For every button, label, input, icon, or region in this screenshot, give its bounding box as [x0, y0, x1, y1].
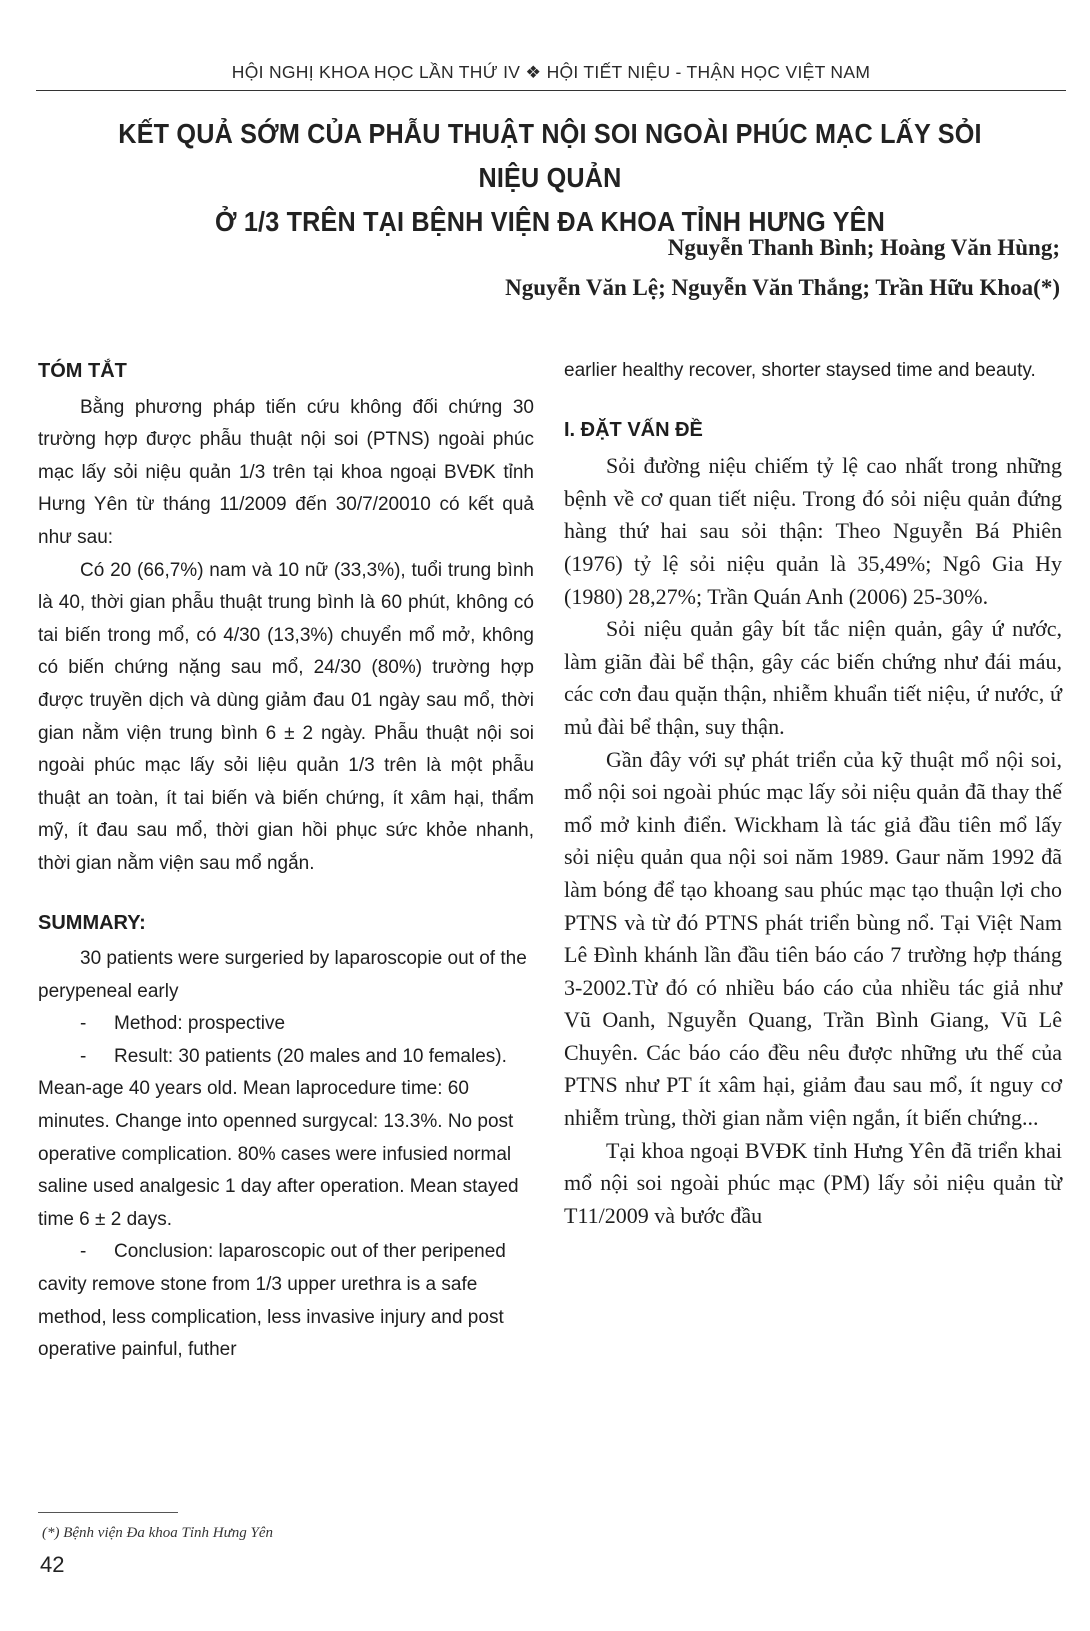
page-number: 42: [40, 1552, 65, 1577]
summary-method: - Method: prospective: [80, 1013, 286, 1035]
section-1-paragraph-3: Gần đây với sự phát triển của kỹ thuật mổ nội soi, mổ nội soi ngoài phúc mạc lấy sỏi niệu quản đã thay thế mổ mở kinh điển. Wickham là tác giả đầu tiên mổ lấy sỏi niệu quản qua nội soi năm 1989. Gaur năm 1992 đã làm bóng để tạo khoang sau phúc mạc tạo thuận lợi cho PTNS và từ đó PTNS phát triển bùng nổ. Tại Việt Nam Lê Đình khánh lần đầu tiên báo cáo 7 trường hợp tháng 3-2002.Từ đó có nhiều báo cáo của nhiều tác giả như Vũ Oanh, Nguyễn Quang, Trần Bình Giang, Vũ Lê Chuyên. Các báo cáo đều nêu được những ưu thế của PTNS như PT ít xâm hại, giảm đau sau mổ, ít nguy cơ nhiễm trùng, thời gian nằm viện ngắn, ít biến chứng...: [564, 746, 1062, 1131]
title-line-1: KẾT QUẢ SỚM CỦA PHẪU THUẬT NỘI SOI NGOÀI PHÚC MẠC LẤY SỎI NIỆU QUẢN: [118, 118, 982, 193]
header-rule: [36, 90, 1066, 91]
footnote: (*) Bệnh viện Đa khoa Tỉnh Hưng Yên: [42, 1525, 274, 1541]
section-1-paragraph-2: Sỏi niệu quản gây bít tắc niện quản, gây ứ nước, làm giãn đài bể thận, gây các biến chứng như đái máu, các cơn đau quặn thận, nhiễm khuẩn tiết niệu, ứ nước, ứ mủ đài bể thận, suy thận.: [564, 616, 1062, 739]
summary-continuation: earlier healthy recover, shorter staysed time and beauty.: [564, 360, 1036, 381]
running-header: HỘI NGHỊ KHOA HỌC LẦN THỨ IV ❖ HỘI TIẾT NIỆU - THẬN HỌC VIỆT NAM: [231, 62, 871, 82]
summary-en-body: [38, 943, 534, 1367]
section-1-paragraph-1: Sỏi đường niệu chiếm tỷ lệ cao nhất trong những bệnh về cơ quan tiết niệu. Trong đó sỏi niệu quản đứng hàng thứ hai sau sỏi thận: Theo Nguyễn Bá Phiên (1976) tỷ lệ sỏi niệu quản là 35,49%; Ngô Gia Hy (1980) 28,27%; Trần Quán Anh (2006) 25-30%.: [564, 453, 1062, 609]
article-title: [91, 112, 1009, 244]
summary-conclusion: - Conclusion: laparoscopic out of ther peripened cavity remove stone from 1/3 upper urethra is a safe method, less complication, less invasive injury and post operative painful, futher: [38, 1241, 506, 1361]
title-line-2: Ở 1/3 TRÊN TẠI BỆNH VIỆN ĐA KHOA TỈNH HƯNG YÊN: [214, 206, 886, 237]
author-list: [160, 228, 1060, 308]
section-1-paragraph-4: Tại khoa ngoại BVĐK tỉnh Hưng Yên đã triển khai mổ nội soi ngoài phúc mạc (PM) lấy sỏi niệu quản từ T11/2009 và bước đầu: [564, 1137, 1062, 1228]
summary-intro: 30 patients were surgeried by laparoscopie out of the perypeneal early: [38, 948, 527, 1002]
right-column: [564, 355, 1062, 1232]
authors-line-1: Nguyễn Thanh Bình; Hoàng Văn Hùng;: [667, 235, 1060, 260]
summary-en-heading: SUMMARY:: [38, 911, 146, 934]
footnote-rule: [38, 1512, 178, 1513]
abstract-vi-paragraph-2: Có 20 (66,7%) nam và 10 nữ (33,3%), tuổi trung bình là 40, thời gian phẫu thuật trung bình là 60 phút, không có tai biến trong mổ, có 4/30 (13,3%) chuyển mổ mở, không có biến chứng nặng sau mổ, 24/30 (80%) trường hợp được truyền dịch và dùng giảm đau 01 ngày sau mổ, thời gian nằm viện trung bình 6 ± 2 ngày. Phẫu thuật nội soi ngoài phúc mạc lấy sỏi liệu quản 1/3 trên là một phẫu thuật an toàn, ít tai biến và biến chứng, ít xâm hại, thẩm mỹ, ít đau sau mổ, thời gian hồi phục sức khỏe nhanh, thời gian nằm viện sau mổ ngắn.: [38, 559, 534, 874]
abstract-vi-heading: TÓM TẮT: [38, 360, 127, 382]
summary-result: - Result: 30 patients (20 males and 10 females). Mean-age 40 years old. Mean laprocedure time: 60 minutes. Change into openned surgycal: 13.3%. No post operative complication. 80% cases were infusied normal saline used analgesic 1 day after operation. Mean stayed time 6 ± 2 days.: [38, 1045, 519, 1230]
authors-line-2: Nguyễn Văn Lệ; Nguyễn Văn Thắng; Trần Hữu Khoa(*): [505, 275, 1060, 300]
abstract-vi-paragraph-1: Bằng phương pháp tiến cứu không đối chứng 30 trường hợp được phẫu thuật nội soi (PTNS) ngoài phúc mạc lấy sỏi niệu quản 1/3 trên tại khoa ngoại BVĐK tỉnh Hưng Yên từ tháng 11/2009 đến 30/7/20010 có kết quả như sau:: [38, 396, 534, 548]
section-1-heading: I. ĐẶT VẤN ĐỀ: [564, 418, 703, 441]
left-column: [38, 355, 534, 1367]
